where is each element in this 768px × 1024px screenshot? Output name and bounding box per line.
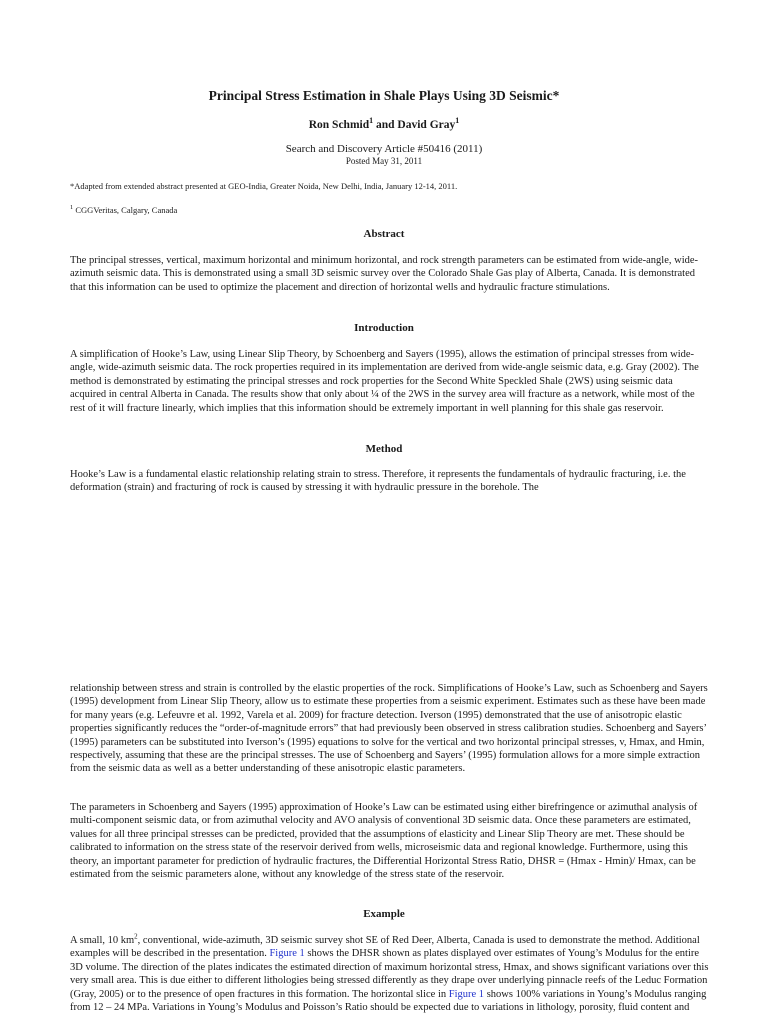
method-paragraph-2: relationship between stress and strain is controlled by the elastic properties of the rock. Simplifications of Hooke’s Law, such as Schoenberg and Sayers (1995) development from Linear Slip Theory, allow us to estimate these properties from a seismic experiment. Estimates such as these have been made for many years (e.g. Lefeuvre et al. 1992, Varela et al. 2009) for fracture detection. Iverson (1995) demonstrated that the use of anisotropic elastic properties significantly reduces the “order-of-magnitude errors” that had previously been observed in stress calibration studies. Schoenberg and Sayers’ (1995) parameters can be substituted into Iverson’s (1995) equations to solve for the vertical and two horizontal principal stresses, v, Hmax, and Hmin, respectively, assuming that these are the principal stresses. The use of Schoenberg and Sayers’ (1995) formulation allows for a more simple extraction from the seismic data as well as a better understanding of these anisotropic elastic parameters.: [70, 683, 708, 775]
introduction-heading: Introduction: [354, 322, 414, 334]
page-break-gap: [70, 500, 710, 678]
document-title: Principal Stress Estimation in Shale Plays Using 3D Seismic*: [208, 88, 560, 103]
km-squared-superscript: 2: [134, 932, 138, 941]
example-paragraph: [70, 934, 710, 1014]
abstract-paragraph: The principal stresses, vertical, maximum horizontal and minimum horizontal, and rock strength parameters can be estimated from wide-angle, wide-azimuth seismic data. This is demonstrated using a small 3D seismic survey over the Colorado Shale Gas play of Alberta, Canada. It is demonstrated that this information can be used to optimize the placement and direction of horizontal wells and hydraulic fracture stimulations.: [70, 255, 699, 293]
example-text-c: shows the DHSR shown as plates displayed over estimates of Young’s Modulus for the entire 3D volume. The direction of the plates indicates the estimated direction of maximum horizontal stress, Hmax, and shows significant variations over this very small area. This is due either to different lithologies being stressed differently as they drape over underlying pinnacle reefs of the Leduc Formation (Gray, 2005) or to the presence of open fractures in this formation. The horizontal slice in: [70, 948, 709, 1000]
figure-1-link-2[interactable]: Figure 1: [448, 988, 485, 1000]
affiliation-text: CGGVeritas, Calgary, Canada: [73, 204, 178, 215]
method-paragraph-1: Hooke’s Law is a fundamental elastic relationship relating strain to stress. Therefore, it represents the fundamentals of hydraulic fracturing, i.e. the deformation (strain) and fracturing of rock is caused by stressing it with hydraulic pressure in the borehole. The: [70, 469, 686, 494]
example-text-a: A small, 10 km: [70, 935, 135, 946]
article-number: Search and Discovery Article #50416 (2011): [285, 143, 483, 155]
affiliation-footnote: [70, 204, 710, 215]
method-heading: Method: [365, 443, 403, 455]
author-2-affiliation-mark: 1: [455, 116, 460, 125]
example-text-d: shows 100% variations in Young’s Modulus ranging from 12 – 24 MPa. Variations in Young’s Modulus and Poisson’s Ratio should be expected due to variations in lithology, porosity, fluid content and: [70, 988, 707, 1014]
figure-1-link[interactable]: Figure 1: [269, 948, 305, 960]
author-1: Ron Schmid: [308, 118, 370, 131]
adapted-footnote: *Adapted from extended abstract presented at GEO-India, Greater Noida, New Delhi, India, January 12-14, 2011.: [70, 181, 458, 191]
method-paragraph-3: The parameters in Schoenberg and Sayers (1995) approximation of Hooke’s Law can be estimated using either birefringence or azimuthal analysis of multi-component seismic data, or from azimuthal velocity and AVO analysis of conventional 3D seismic data. Once these parameters are estimated, values for all three principal stresses can be predicted, provided that the assumptions of elasticity and Linear Slip Theory are met. These should be calibrated to information on the stress state of the reservoir derived from wells, microseismic data and regional knowledge. Furthermore, using this theory, an important parameter for prediction of hydraulic fractures, the Differential Horizontal Stress Ratio, DHSR = (Hmax - Hmin)/ Hmax, can be estimated from the seismic parameters alone, without any knowledge of the stress state of the reservoir.: [70, 802, 698, 881]
posted-date: Posted May 31, 2011: [345, 156, 423, 166]
example-heading: Example: [363, 908, 405, 920]
affiliation-mark: 1: [70, 204, 74, 211]
introduction-paragraph: A simplification of Hooke’s Law, using Linear Slip Theory, by Schoenberg and Sayers (1995), allows the estimation of principal stresses from wide-angle, wide-azimuth seismic data. The rock properties required in its implementation are derived from wide-angle seismic data, e.g. Gray (2002). The method is demonstrated by estimating the principal stresses and rock properties for the Second White Speckled Shale (2WS) using seismic data acquired in central Alberta in Canada. The results show that only about ¼ of the 2WS in the survey area will fracture as a network, while most of the rest of it will fracture linearly, which implies that this information should be extremely important in well planning for this shale gas reservoir.: [70, 349, 699, 414]
example-text-b: , conventional, wide-azimuth, 3D seismic survey shot SE of Red Deer, Alberta, Canada is used to demonstrate the method. Additional examples will be described in the presentation.: [70, 935, 700, 960]
author-1-affiliation-mark: 1: [369, 116, 374, 125]
author-2: and David Gray: [373, 118, 456, 131]
abstract-heading: Abstract: [363, 228, 405, 240]
authors-line: [0, 116, 768, 131]
